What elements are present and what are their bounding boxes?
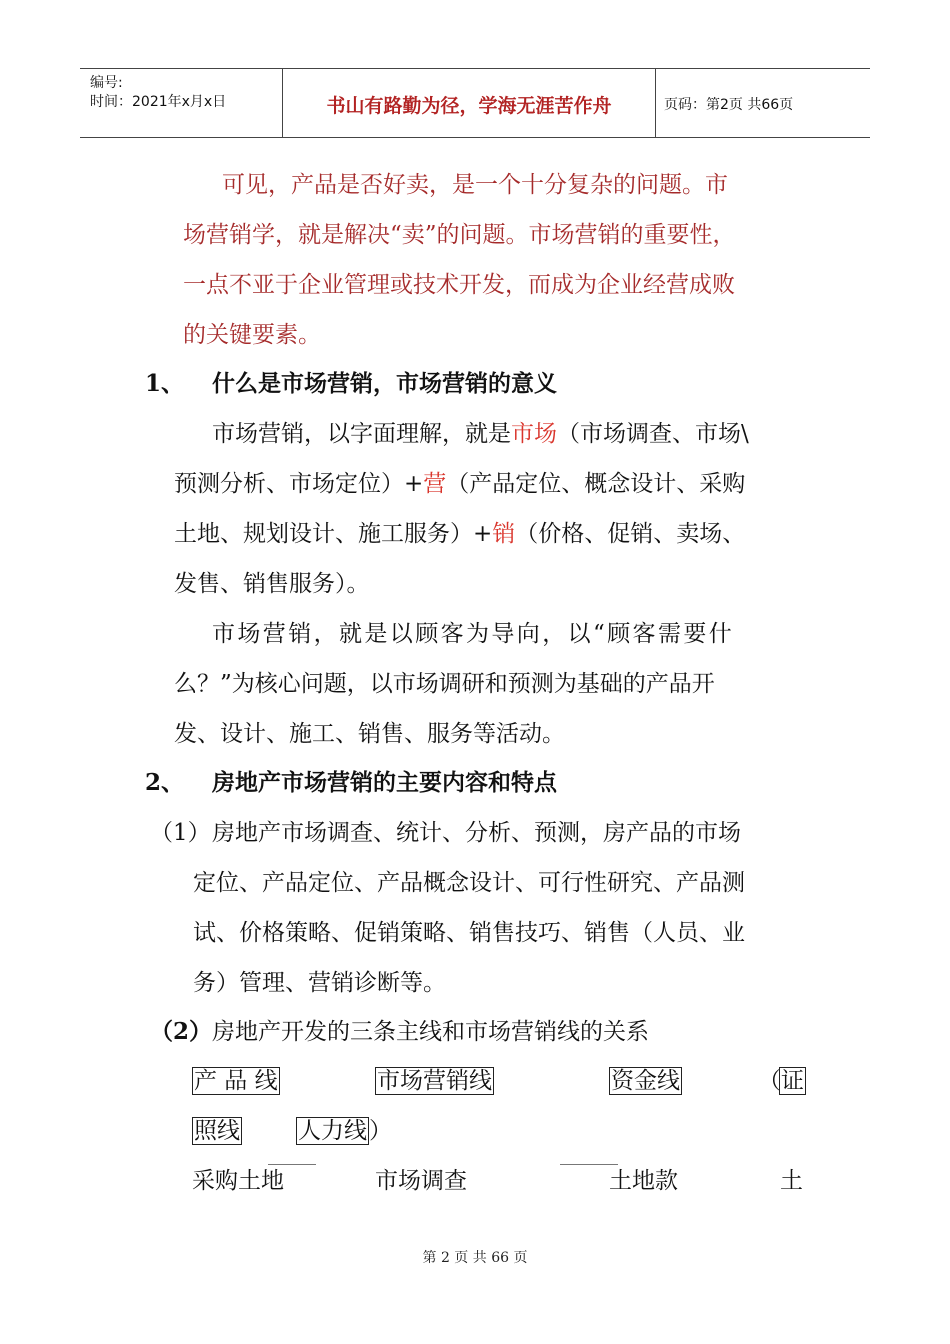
capital-line-box: [609, 1066, 682, 1096]
section1-p1-line2: [174, 469, 745, 499]
cert-line-cont-label: 照线: [194, 1118, 240, 1144]
page-footer: 第 2 页 共 66 页: [422, 1250, 528, 1266]
header-page-info: 页码：第2页 共66页: [664, 97, 794, 113]
highlight-xiao: 销: [492, 521, 516, 547]
page-header: [80, 68, 870, 138]
text-span: （产品定位、概念设计、采购: [446, 471, 746, 497]
highlight-ying: 营: [423, 471, 447, 497]
text-span: 市场营销，以字面理解，就是: [212, 421, 511, 447]
intro-line-3: 一点不亚于企业管理或技术开发，而成为企业经营成败: [183, 272, 735, 298]
cert-line-cont-box: [192, 1116, 242, 1146]
product-line-box: [192, 1066, 280, 1096]
section2-title: 房地产市场营销的主要内容和特点: [212, 769, 557, 796]
section1-title: 什么是市场营销，市场营销的意义: [212, 370, 557, 397]
section1-p1-line4: 发售、销售服务）。: [174, 571, 370, 597]
row3-tu: 土: [780, 1168, 803, 1194]
section1-p2-line3: 发、设计、施工、销售、服务等活动。: [174, 721, 565, 747]
number-label: 编号:: [90, 75, 123, 91]
section1-p1-line3: [174, 519, 745, 549]
text-span: 预测分析、市场定位）+: [174, 471, 424, 497]
marketing-line-label: 市场营销线: [377, 1068, 492, 1094]
text-span: （市场调查、市场\: [557, 421, 749, 447]
header-page-cell: [656, 69, 870, 137]
text-span: 土地、规划设计、施工服务）+: [174, 521, 493, 547]
connector-line: [560, 1164, 618, 1165]
header-motto: 书山有路勤为径，学海无涯苦作舟: [326, 95, 612, 117]
row3-buy-land: 采购土地: [192, 1168, 284, 1194]
paren-open: （: [758, 1068, 781, 1094]
item1-line1: 房地产市场调查、统计、分析、预测，房产品的市场: [212, 820, 741, 846]
paren-close: ）: [369, 1118, 392, 1144]
section2-number: 2、: [145, 769, 185, 796]
capital-line-label: 资金线: [611, 1068, 680, 1094]
item1-label: （1）: [150, 820, 211, 846]
item1-line4: 务）管理、营销诊断等。: [193, 970, 446, 996]
text-span: （价格、促销、卖场、: [515, 521, 746, 547]
section1-p2-line1: 市场营销，就是以顾客为导向，以“顾客需要什: [212, 621, 735, 647]
time-label: 时间：2021年x月x日: [90, 94, 227, 110]
intro-line-2: 场营销学，就是解决“卖”的问题。市场营销的重要性，: [183, 222, 736, 248]
hr-line-box: [296, 1116, 392, 1146]
item1-line3: 试、价格策略、促销策略、销售技巧、销售（人员、业: [193, 920, 745, 946]
connector-line: [268, 1164, 316, 1165]
intro-line-4: 的关键要素。: [183, 322, 321, 348]
item1-line2: 定位、产品定位、产品概念设计、可行性研究、产品测: [193, 870, 745, 896]
hr-line-label: 人力线: [298, 1118, 367, 1144]
header-meta-cell: [80, 69, 283, 137]
section1-number: 1、: [145, 370, 185, 397]
section1-p2-line2: 么？”为核心问题，以市场调研和预测为基础的产品开: [174, 671, 715, 697]
cert-line-box: [779, 1066, 806, 1096]
item2-text: 房地产开发的三条主线和市场营销线的关系: [212, 1019, 649, 1045]
intro-line-1: 可见，产品是否好卖，是一个十分复杂的问题。市: [222, 172, 728, 198]
header-motto-cell: [283, 69, 656, 137]
cert-line-label: 证: [781, 1068, 804, 1094]
product-line-label: 产 品 线: [194, 1068, 278, 1094]
row3-land-payment: 土地款: [609, 1168, 678, 1194]
item2-label: （2）: [150, 1018, 213, 1045]
row3-market-survey: 市场调查: [375, 1168, 467, 1194]
section1-p1-line1: [212, 419, 749, 449]
marketing-line-box: [375, 1066, 494, 1096]
highlight-market: 市场: [511, 421, 557, 447]
